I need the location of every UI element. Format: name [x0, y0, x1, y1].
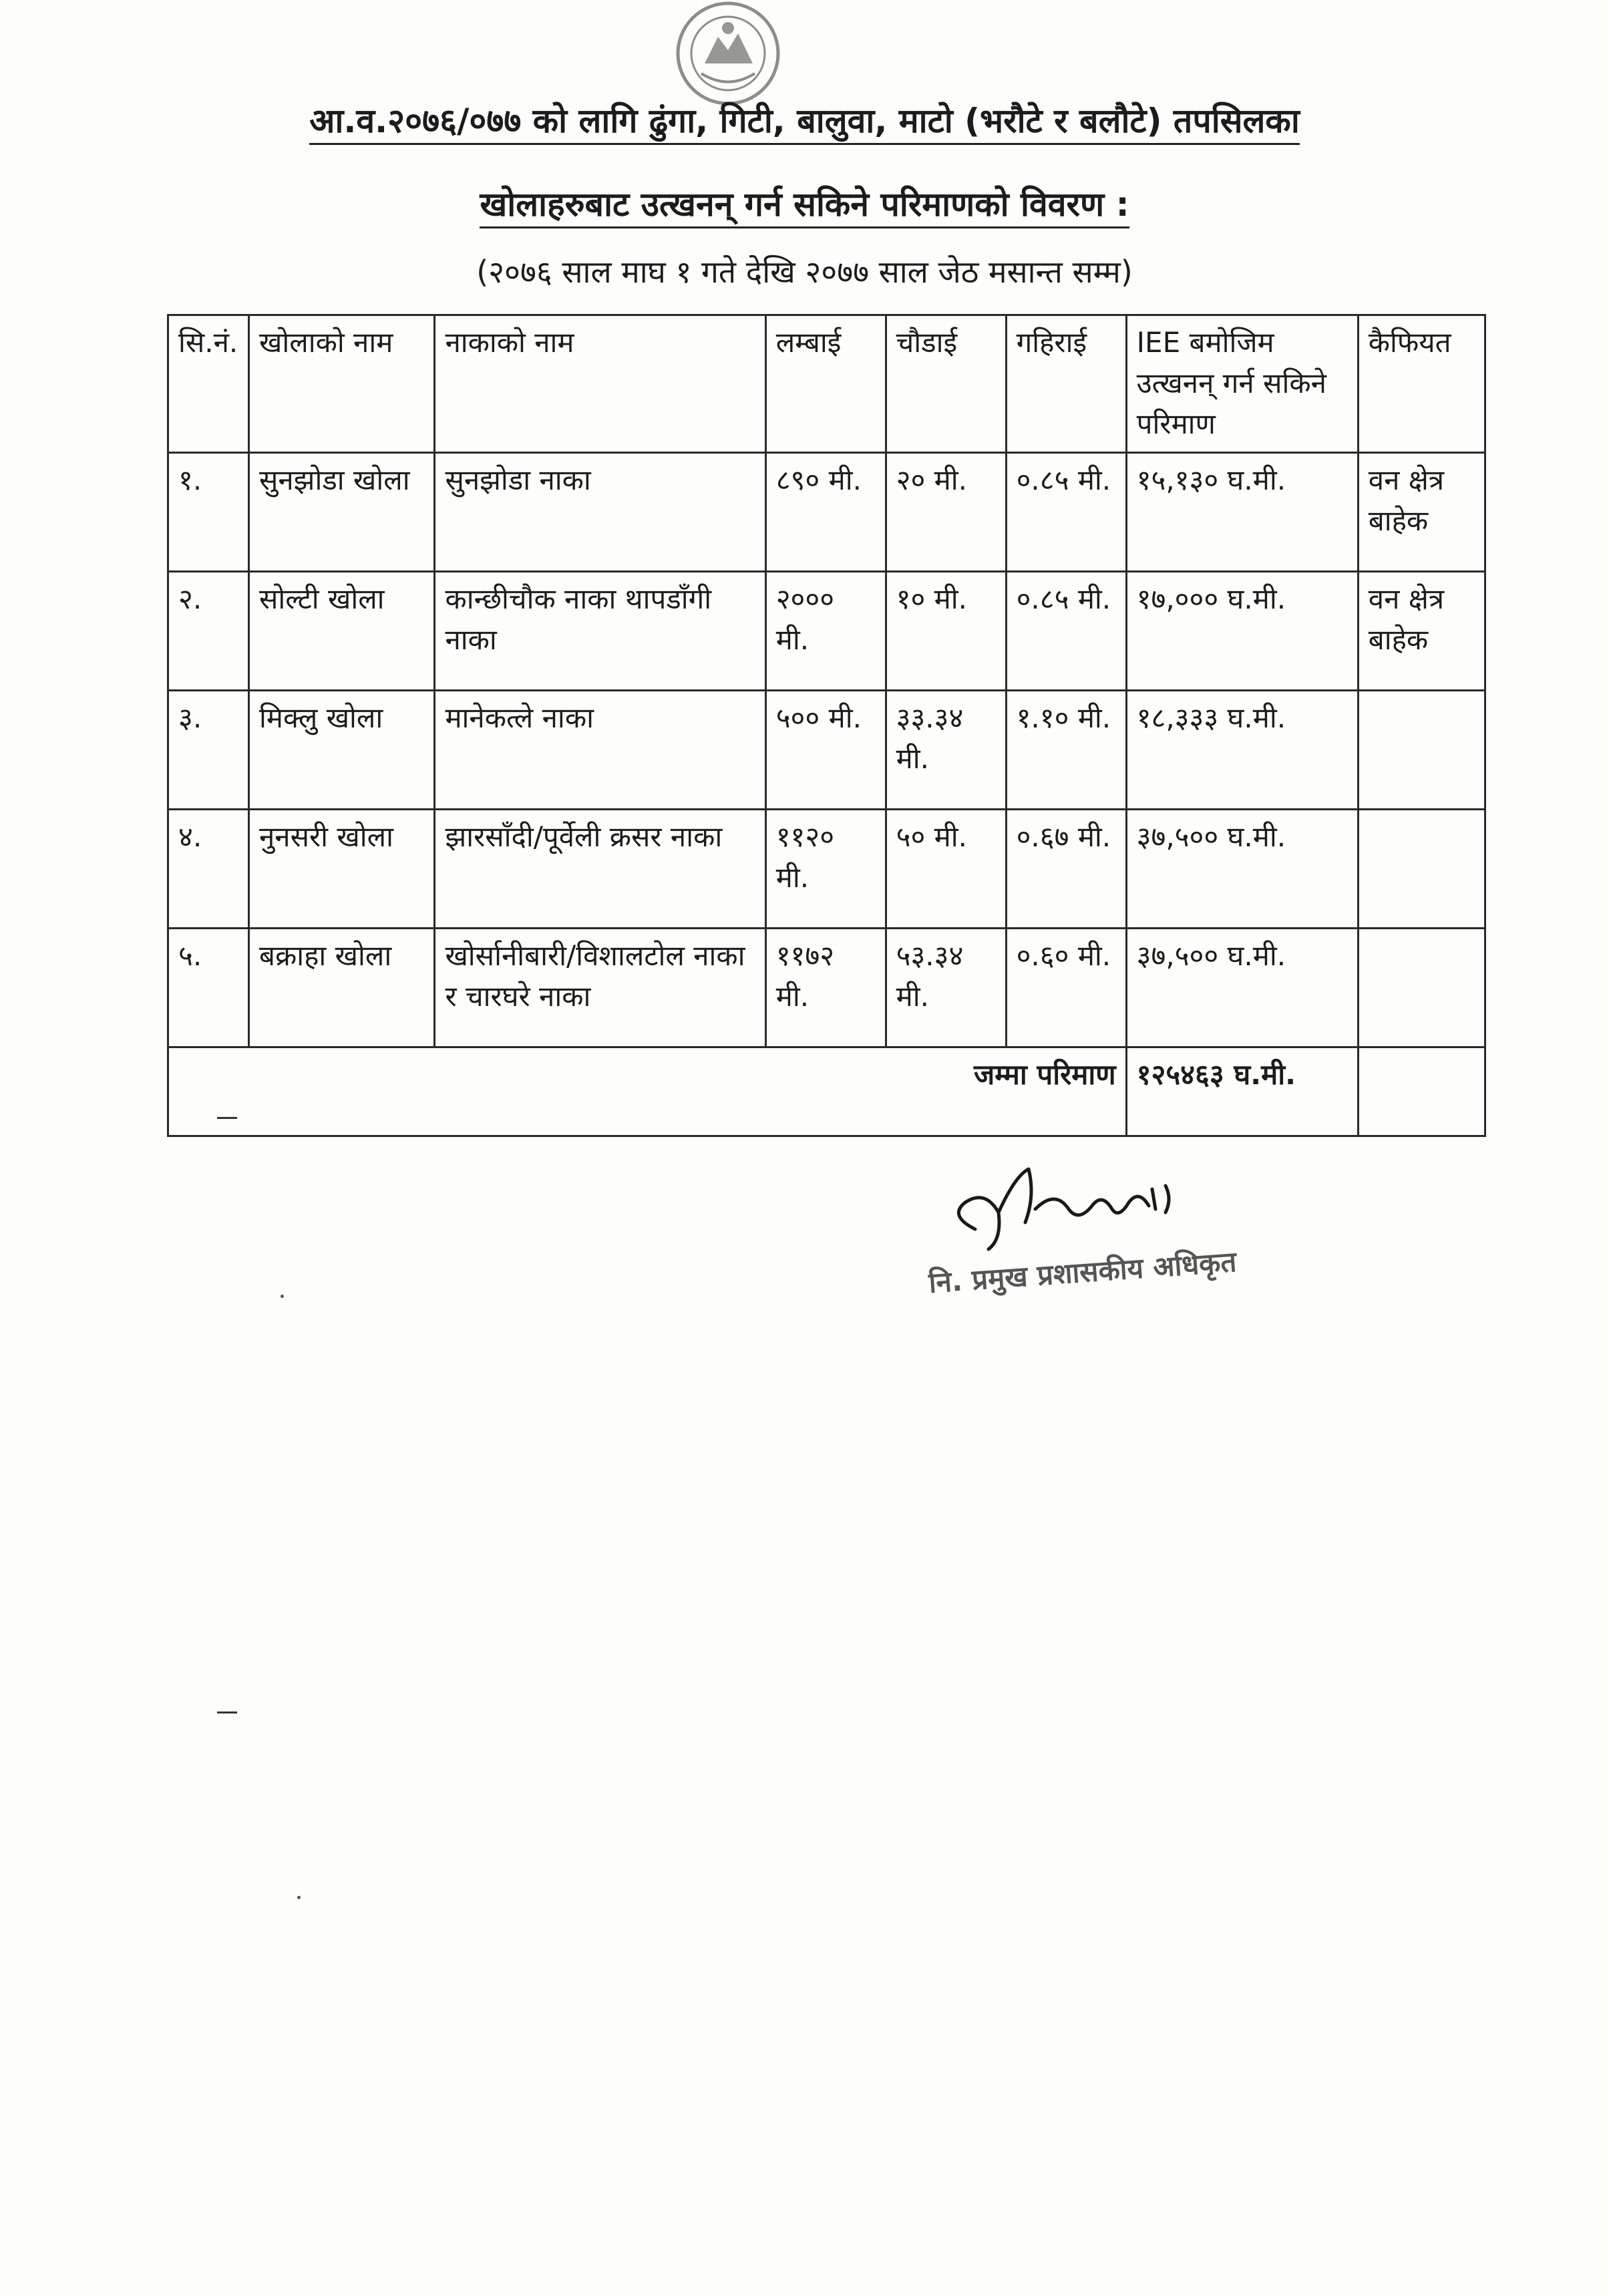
scan-dot [281, 1295, 284, 1298]
cell-width: ५० मी. [886, 809, 1006, 928]
cell-naka: सुनझोडा नाका [435, 452, 765, 571]
header-width: चौडाई [886, 315, 1006, 453]
cell-naka: झारसाँदी/पूर्वेली क्रसर नाका [435, 809, 765, 928]
cell-length: ५०० मी. [765, 690, 886, 809]
cell-naka: मानेकत्ले नाका [435, 690, 765, 809]
header-sn: सि.नं. [168, 315, 249, 453]
cell-quantity: १५,१३० घ.मी. [1126, 452, 1358, 571]
cell-sn: ५. [168, 928, 249, 1047]
cell-quantity: १७,००० घ.मी. [1126, 571, 1358, 690]
cell-length: ११२० मी. [765, 809, 886, 928]
table-row [168, 809, 1485, 928]
cell-sn: १. [168, 452, 249, 571]
cell-remarks: वन क्षेत्र बाहेक [1358, 452, 1485, 571]
cell-sn: ३. [168, 690, 249, 809]
cell-naka: खोर्सानीबारी/विशालटोल नाका र चारघरे नाका [435, 928, 765, 1047]
table-row [168, 571, 1485, 690]
table-header-row [168, 315, 1485, 453]
scan-dot [297, 1896, 301, 1899]
cell-width: ५३.३४ मी. [886, 928, 1006, 1047]
header-length: लम्बाई [765, 315, 886, 453]
cell-length: ११७२ मी. [765, 928, 886, 1047]
cell-river: बक्राहा खोला [248, 928, 434, 1047]
total-row [168, 1047, 1485, 1136]
cell-depth: ०.८५ मी. [1006, 571, 1126, 690]
cell-river: सोल्टी खोला [248, 571, 434, 690]
cell-length: २००० मी. [765, 571, 886, 690]
cell-river: मिक्लु खोला [248, 690, 434, 809]
scan-mark [217, 1117, 237, 1119]
cell-naka: कान्छीचौक नाका थापडाँगी नाका [435, 571, 765, 690]
cell-remarks [1358, 690, 1485, 809]
cell-quantity: ३७,५०० घ.मी. [1126, 809, 1358, 928]
extraction-table [167, 314, 1486, 1137]
heading-line-2: खोलाहरुबाट उत्खनन् गर्न सकिने परिमाणको विवरण : [0, 180, 1609, 226]
cell-depth: ०.६७ मी. [1006, 809, 1126, 928]
cell-width: २० मी. [886, 452, 1006, 571]
cell-river: नुनसरी खोला [248, 809, 434, 928]
signatory-title: नि. प्रमुख प्रशासकीय अधिकृत [927, 1245, 1238, 1300]
total-remarks [1358, 1047, 1485, 1136]
table-row [168, 452, 1485, 571]
header-naka: नाकाको नाम [435, 315, 765, 453]
header-depth: गहिराई [1006, 315, 1126, 453]
cell-depth: ०.६० मी. [1006, 928, 1126, 1047]
heading-line-3: (२०७६ साल माघ १ गते देखि २०७७ साल जेठ मसान्त सम्म) [476, 254, 1133, 290]
cell-sn: २. [168, 571, 249, 690]
cell-length: ८९० मी. [765, 452, 886, 571]
table-row [168, 690, 1485, 809]
cell-sn: ४. [168, 809, 249, 928]
cell-remarks [1358, 809, 1485, 928]
cell-width: १० मी. [886, 571, 1006, 690]
table-row [168, 928, 1485, 1047]
cell-depth: १.१० मी. [1006, 690, 1126, 809]
cell-remarks: वन क्षेत्र बाहेक [1358, 571, 1485, 690]
cell-width: ३३.३४ मी. [886, 690, 1006, 809]
header-river: खोलाको नाम [248, 315, 434, 453]
heading-line-1: आ.व.२०७६/०७७ को लागि ढुंगा, गिटी, बालुवा, माटो (भरौटे र बलौटे) तपसिलका [0, 97, 1609, 142]
total-label: जम्मा परिमाण [168, 1047, 1127, 1136]
cell-remarks [1358, 928, 1485, 1047]
cell-quantity: ३७,५०० घ.मी. [1126, 928, 1358, 1047]
cell-depth: ०.८५ मी. [1006, 452, 1126, 571]
scan-mark [217, 1711, 237, 1713]
cell-quantity: १८,३३३ घ.मी. [1126, 690, 1358, 809]
cell-river: सुनझोडा खोला [248, 452, 434, 571]
header-quantity: IEE बमोजिम उत्खनन् गर्न सकिने परिमाण [1126, 315, 1358, 453]
header-remarks: कैफियत [1358, 315, 1485, 453]
total-value: १२५४६३ घ.मी. [1126, 1047, 1358, 1136]
